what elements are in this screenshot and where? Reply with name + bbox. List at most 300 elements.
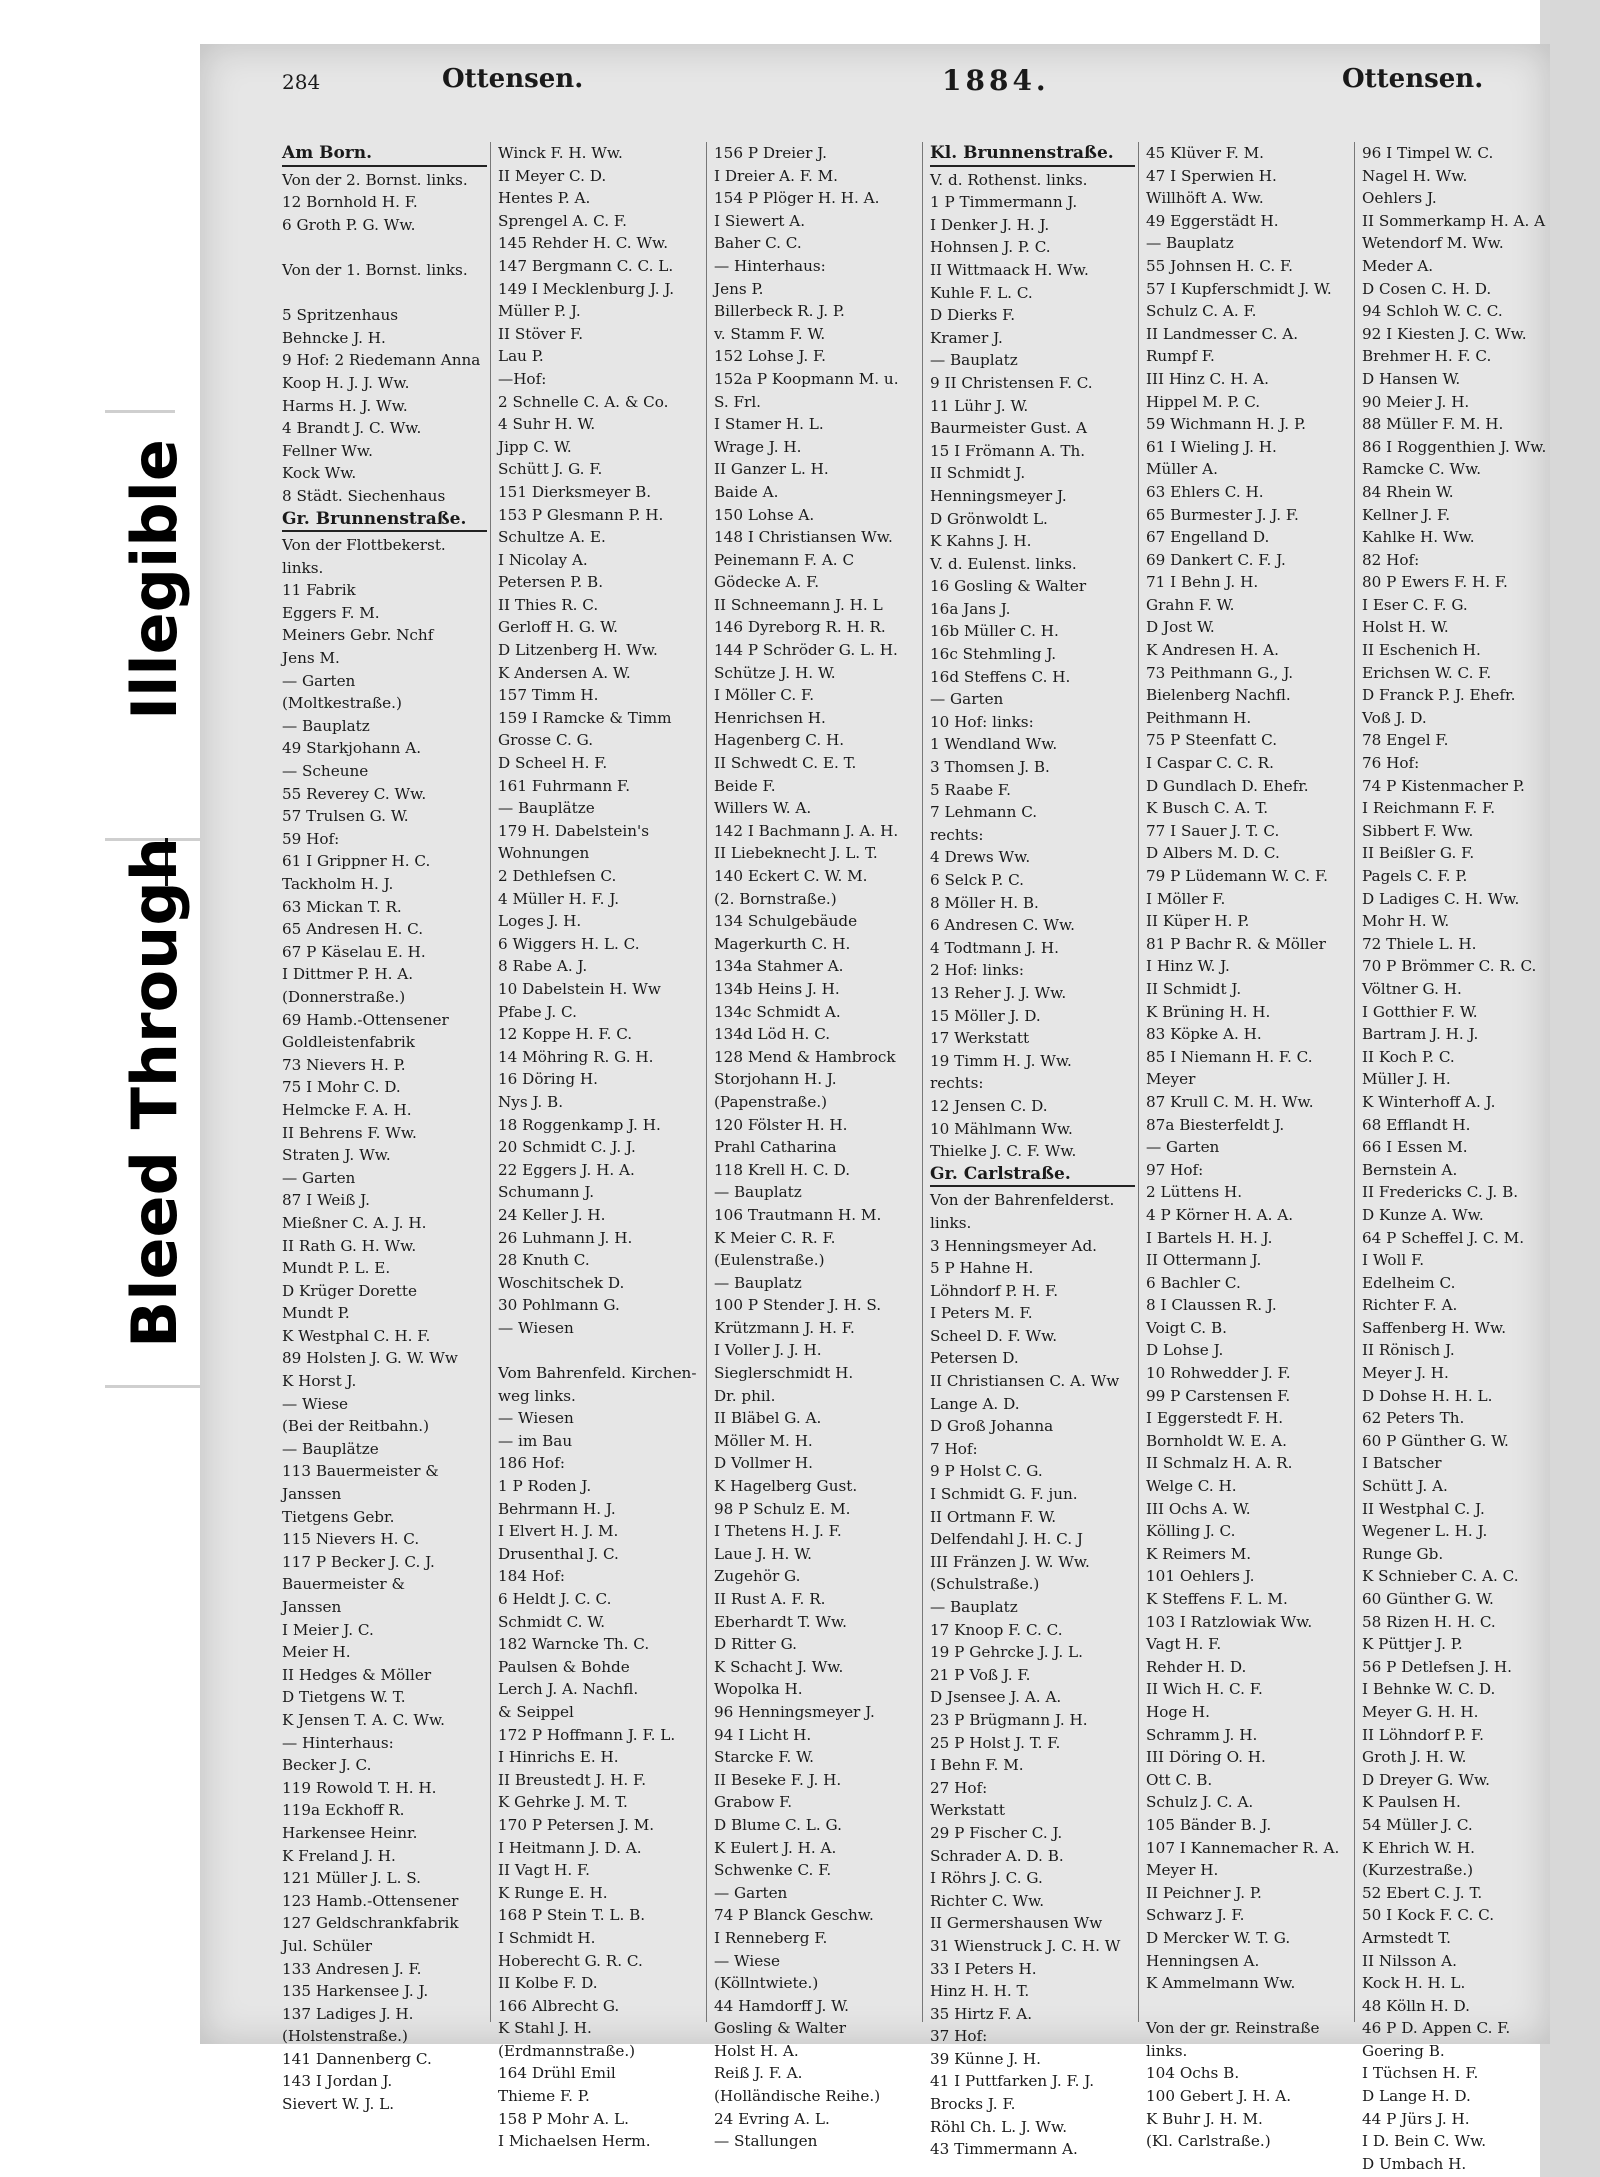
- directory-line: 161 Fuhrmann F.: [498, 776, 631, 795]
- directory-line: 60 P Günther G. W.: [1362, 1431, 1509, 1450]
- directory-line: Schrader A. D. B.: [930, 1846, 1064, 1865]
- directory-line: 20 Schmidt C. J. J.: [498, 1138, 636, 1157]
- directory-line: I Dittmer P. H. A.: [282, 965, 414, 984]
- directory-line: 5 Spritzenhaus: [282, 306, 399, 325]
- label-illegible: Illegible: [118, 439, 191, 720]
- column-6: [1362, 142, 1547, 2173]
- directory-line: 5 Raabe F.: [930, 780, 1011, 799]
- directory-line: II Behrens F. Ww.: [282, 1123, 417, 1142]
- directory-line: — Wiesen: [498, 1409, 574, 1428]
- directory-line: — Hinterhaus:: [714, 256, 826, 275]
- directory-line: Henningsmeyer J.: [930, 486, 1067, 505]
- directory-line: 90 Meier J. H.: [1362, 392, 1470, 411]
- directory-line: Schulz C. A. F.: [1146, 302, 1257, 321]
- directory-line: Brehmer H. F. C.: [1362, 347, 1492, 366]
- directory-line: 147 Bergmann C. C. L.: [498, 256, 674, 275]
- directory-line: Peithmann H.: [1146, 708, 1252, 727]
- directory-line: 16c Stehmling J.: [930, 645, 1057, 664]
- directory-line: II Landmesser C. A.: [1146, 324, 1299, 343]
- directory-line: II Westphal C. J.: [1362, 1499, 1485, 1518]
- directory-line: K Andresen H. A.: [1146, 641, 1279, 660]
- directory-line: Peinemann F. A. C: [714, 550, 855, 569]
- directory-line: Goldleistenfabrik: [282, 1033, 415, 1052]
- directory-line: II Schmidt J.: [1146, 979, 1242, 998]
- directory-line: 168 P Stein T. L. B.: [498, 1906, 646, 1925]
- directory-line: I Möller F.: [1146, 889, 1226, 908]
- directory-line: Gosling & Walter: [714, 2019, 847, 2038]
- directory-line: 78 Engel F.: [1362, 731, 1449, 750]
- divider: [105, 410, 175, 413]
- directory-line: III Döring O. H.: [1146, 1748, 1266, 1767]
- directory-line: 4 Todtmann J. H.: [930, 938, 1059, 957]
- directory-line: (Holstenstraße.): [282, 2027, 408, 2046]
- directory-line: Armstedt T.: [1362, 1928, 1451, 1947]
- directory-line: Gödecke A. F.: [714, 573, 820, 592]
- directory-line: 133 Andresen J. F.: [282, 1959, 422, 1978]
- directory-line: 172 P Hoffmann J. F. L.: [498, 1725, 676, 1744]
- directory-line: Helmcke F. A. H.: [282, 1100, 412, 1119]
- directory-line: Müller A.: [1146, 460, 1218, 479]
- directory-line: 87 Krull C. M. H. Ww.: [1146, 1092, 1314, 1111]
- directory-line: Goering B.: [1362, 2041, 1445, 2060]
- directory-line: 148 I Christiansen Ww.: [714, 528, 893, 547]
- directory-line: II Liebeknecht J. L. T.: [714, 844, 878, 863]
- directory-line: 3 Thomsen J. B.: [930, 758, 1050, 777]
- directory-line: II Christiansen C. A. Ww: [930, 1372, 1120, 1391]
- directory-line: 27 Hof:: [930, 1778, 988, 1797]
- directory-line: Wrage J. H.: [714, 437, 802, 456]
- directory-line: III Fränzen J. W. Ww.: [930, 1552, 1090, 1571]
- directory-line: Löhndorf P. H. F.: [930, 1281, 1059, 1300]
- directory-line: D Dreyer G. Ww.: [1362, 1770, 1490, 1789]
- directory-line: D Ladiges C. H. Ww.: [1362, 889, 1520, 908]
- directory-line: 16 Gosling & Walter: [930, 577, 1087, 596]
- directory-line: Grosse C. G.: [498, 731, 594, 750]
- directory-line: — Bauplatz: [714, 1273, 802, 1292]
- directory-line: II Löhndorf P. F.: [1362, 1725, 1484, 1744]
- directory-line: 94 I Licht H.: [714, 1725, 812, 1744]
- directory-line: II Breustedt J. H. F.: [498, 1770, 647, 1789]
- directory-line: Saffenberg H. Ww.: [1362, 1318, 1507, 1337]
- directory-line: 25 P Holst J. T. F.: [930, 1733, 1061, 1752]
- directory-line: D Mercker W. T. G.: [1146, 1928, 1291, 1947]
- directory-line: Starcke F. W.: [714, 1748, 814, 1767]
- directory-line: Lerch J. A. Nachfl.: [498, 1680, 639, 1699]
- column-rule: [706, 142, 707, 2022]
- directory-line: (Donnerstraße.): [282, 987, 406, 1006]
- directory-line: 17 Knoop F. C. C.: [930, 1620, 1063, 1639]
- directory-line: Wetendorf M. Ww.: [1362, 234, 1504, 253]
- directory-line: Von der Bahrenfelderst.: [930, 1191, 1115, 1210]
- directory-line: 19 P Gehrcke J. J. L.: [930, 1643, 1083, 1662]
- directory-line: Pfabe J. C.: [498, 1002, 577, 1021]
- directory-line: Von der gr. Reinstraße: [1146, 2019, 1320, 2038]
- directory-line: II Ortmann F. W.: [930, 1507, 1057, 1526]
- directory-line: 103 I Ratzlowiak Ww.: [1146, 1612, 1313, 1631]
- directory-line: Petersen D.: [930, 1349, 1019, 1368]
- directory-line: Eberhardt T. Ww.: [714, 1612, 847, 1631]
- directory-line: 7 Hof:: [930, 1439, 978, 1458]
- directory-line: D Vollmer H.: [714, 1454, 813, 1473]
- directory-line: 135 Harkensee J. J.: [282, 1982, 429, 2001]
- directory-line: 164 Drühl Emil: [498, 2064, 616, 2083]
- directory-line: Petersen P. B.: [498, 573, 604, 592]
- directory-line: 8 Rabe A. J.: [498, 957, 588, 976]
- directory-line: 106 Trautmann H. M.: [714, 1205, 882, 1224]
- directory-line: II Fredericks C. J. B.: [1362, 1183, 1519, 1202]
- directory-line: K Jensen T. A. C. Ww.: [282, 1710, 445, 1729]
- directory-line: 120 Fölster H. H.: [714, 1115, 848, 1134]
- directory-line: 92 I Kiesten J. C. Ww.: [1362, 324, 1527, 343]
- directory-line: 72 Thiele L. H.: [1362, 934, 1477, 953]
- directory-line: 117 P Becker J. C. J.: [282, 1552, 435, 1571]
- directory-line: 15 Möller J. D.: [930, 1006, 1041, 1025]
- directory-line: (Moltkestraße.): [282, 694, 402, 713]
- directory-line: Schramm J. H.: [1146, 1725, 1258, 1744]
- directory-line: Erichsen W. C. F.: [1362, 663, 1492, 682]
- directory-line: Thieme F. P.: [498, 2087, 590, 2106]
- directory-line: I Thetens H. J. F.: [714, 1522, 842, 1541]
- column-3: [714, 142, 919, 2151]
- directory-line: 67 P Käselau E. H.: [282, 942, 426, 961]
- directory-line: II Nilsson A.: [1362, 1951, 1457, 1970]
- directory-line: D Grönwoldt L.: [930, 509, 1048, 528]
- directory-line: II Wittmaack H. Ww.: [930, 260, 1089, 279]
- directory-line: Woschitschek D.: [498, 1273, 625, 1292]
- directory-line: V. d. Rothenst. links.: [930, 170, 1088, 189]
- directory-line: 80 P Ewers F. H. F.: [1362, 573, 1508, 592]
- directory-line: I Meier J. C.: [282, 1620, 374, 1639]
- directory-line: Nys J. B.: [498, 1092, 564, 1111]
- directory-line: 28 Knuth C.: [498, 1251, 590, 1270]
- directory-line: Meyer H.: [1146, 1861, 1219, 1880]
- directory-line: Edelheim C.: [1362, 1273, 1456, 1292]
- directory-line: — Hinterhaus:: [282, 1733, 394, 1752]
- directory-line: Werkstatt: [930, 1801, 1005, 1820]
- directory-line: 156 P Dreier J.: [714, 144, 827, 162]
- directory-line: Hippel M. P. C.: [1146, 392, 1261, 411]
- directory-line: 166 Albrecht G.: [498, 1996, 620, 2015]
- directory-line: 69 Hamb.-Ottensener: [282, 1010, 449, 1029]
- directory-line: 12 Jensen C. D.: [930, 1096, 1048, 1115]
- directory-line: 104 Ochs B.: [1146, 2064, 1240, 2083]
- directory-line: — Bauplätze: [498, 799, 595, 818]
- directory-line: K Brüning H. H.: [1146, 1002, 1271, 1021]
- directory-line: 2 Schnelle C. A. & Co.: [498, 392, 669, 411]
- directory-line: Wegener L. H. J.: [1362, 1522, 1488, 1541]
- directory-line: K Runge E. H.: [498, 1883, 608, 1902]
- directory-line: 57 I Kupferschmidt J. W.: [1146, 279, 1332, 298]
- directory-line: Jipp C. W.: [498, 437, 572, 456]
- directory-line: Vom Bahrenfeld. Kirchen-: [498, 1364, 697, 1383]
- page-header: [282, 64, 1552, 104]
- directory-line: Gr. Carlstraße.: [930, 1163, 1135, 1188]
- directory-line: 9 II Christensen F. C.: [930, 373, 1093, 392]
- directory-line: — Stallungen: [714, 2132, 818, 2151]
- directory-line: 105 Bänder B. J.: [1146, 1815, 1272, 1834]
- directory-line: D Lohse J.: [1146, 1341, 1224, 1360]
- directory-line: Baurmeister Gust. A: [930, 419, 1087, 438]
- directory-line: Lange A. D.: [930, 1394, 1020, 1413]
- directory-line: — Wiese: [282, 1394, 348, 1413]
- directory-line: III Hinz C. H. A.: [1146, 369, 1269, 388]
- directory-line: & Seippel: [498, 1702, 574, 1721]
- directory-line: [282, 236, 487, 259]
- directory-line: Becker J. C.: [282, 1756, 372, 1775]
- directory-line: K Winterhoff A. J.: [1362, 1092, 1496, 1111]
- directory-line: Brocks J. F.: [930, 2095, 1016, 2114]
- directory-line: Kl. Brunnenstraße.: [930, 142, 1135, 167]
- directory-line: 115 Nievers H. C.: [282, 1530, 420, 1549]
- directory-line: 88 Müller F. M. H.: [1362, 415, 1504, 434]
- directory-line: Scheel D. F. Ww.: [930, 1326, 1058, 1345]
- directory-line: Behrmann H. J.: [498, 1499, 616, 1518]
- directory-line: II Ganzer L. H.: [714, 460, 829, 479]
- directory-line: II Wich H. C. F.: [1146, 1680, 1263, 1699]
- directory-line: 121 Müller J. L. S.: [282, 1869, 421, 1888]
- directory-line: Kock H. H. L.: [1362, 1974, 1466, 1993]
- directory-line: S. Frl.: [714, 392, 762, 411]
- directory-line: I Behn F. M.: [930, 1756, 1024, 1775]
- directory-line: 1 Wendland Ww.: [930, 735, 1058, 754]
- directory-line: I Caspar C. C. R.: [1146, 754, 1274, 773]
- directory-line: — Garten: [714, 1883, 788, 1902]
- directory-line: 4 Suhr H. W.: [498, 415, 596, 434]
- column-rule: [490, 142, 491, 2022]
- directory-line: V. d. Eulenst. links.: [930, 554, 1077, 573]
- directory-line: 31 Wienstruck J. C. H. W: [930, 1936, 1121, 1955]
- directory-line: Kramer J.: [930, 328, 1003, 347]
- directory-line: K Gehrke J. M. T.: [498, 1793, 628, 1812]
- directory-line: 123 Hamb.-Ottensener: [282, 1891, 459, 1910]
- directory-line: Kahlke H. Ww.: [1362, 528, 1475, 547]
- directory-line: I Hinrichs E. H.: [498, 1748, 619, 1767]
- directory-line: D Krüger Dorette: [282, 1281, 417, 1300]
- directory-line: 6 Heldt J. C. C.: [498, 1590, 612, 1608]
- directory-line: I Siewert A.: [714, 211, 806, 230]
- directory-line: Grabow F.: [714, 1793, 793, 1812]
- directory-line: Eggers F. M.: [282, 603, 380, 622]
- directory-line: 152 Lohse J. F.: [714, 347, 826, 366]
- column-rule: [1138, 142, 1139, 2022]
- directory-line: 35 Hirtz F. A.: [930, 2004, 1033, 2023]
- directory-line: Von der 2. Bornst. links.: [282, 170, 468, 189]
- directory-line: K Westphal C. H. F.: [282, 1326, 431, 1345]
- directory-line: Willhöft A. Ww.: [1146, 189, 1264, 208]
- directory-line: 2 Hof: links:: [930, 961, 1025, 980]
- directory-line: D Albers M. D. C.: [1146, 844, 1280, 863]
- header-place-right: Ottensen.: [1342, 64, 1484, 94]
- directory-line: 23 P Brügmann J. H.: [930, 1710, 1088, 1729]
- directory-line: (Holländische Reihe.): [714, 2087, 881, 2106]
- directory-line: Harms H. J. Ww.: [282, 396, 408, 415]
- directory-line: rechts:: [930, 1074, 984, 1093]
- directory-line: 59 Wichmann H. J. P.: [1146, 415, 1306, 434]
- directory-line: Baher C. C.: [714, 234, 802, 253]
- directory-line: Von der 1. Bornst. links.: [282, 260, 468, 279]
- directory-line: 8 I Claussen R. J.: [1146, 1296, 1277, 1315]
- directory-line: Voigt C. B.: [1146, 1318, 1227, 1337]
- directory-line: 149 I Mecklenburg J. J.: [498, 279, 675, 298]
- directory-line: II Schwedt C. E. T.: [714, 754, 857, 773]
- directory-line: 144 P Schröder G. L. H.: [714, 641, 898, 660]
- directory-line: Mundt P.: [282, 1304, 350, 1323]
- directory-line: K Paulsen H.: [1362, 1793, 1461, 1812]
- directory-line: 17 Werkstatt: [930, 1029, 1030, 1048]
- directory-line: K Schnieber C. A. C.: [1362, 1567, 1519, 1586]
- directory-line: 6 Selck P. C.: [930, 871, 1024, 889]
- directory-line: Schultze A. E.: [498, 528, 606, 547]
- directory-line: 66 I Essen M.: [1362, 1138, 1468, 1157]
- directory-line: 61 I Wieling J. H.: [1146, 437, 1277, 456]
- directory-line: Magerkurth C. H.: [714, 934, 851, 953]
- directory-line: Schütt J. A.: [1362, 1477, 1448, 1496]
- directory-line: 84 Rhein W.: [1362, 482, 1454, 501]
- directory-line: K Reimers M.: [1146, 1544, 1252, 1563]
- directory-line: Holst H. A.: [714, 2041, 799, 2060]
- directory-line: II Beißler G. F.: [1362, 844, 1475, 863]
- directory-line: 75 I Mohr C. D.: [282, 1078, 401, 1097]
- directory-line: II Koch P. C.: [1362, 1047, 1455, 1066]
- directory-line: II Küper H. P.: [1146, 912, 1250, 931]
- directory-line: 63 Mickan T. R.: [282, 897, 402, 916]
- directory-line: links.: [282, 558, 324, 577]
- directory-line: 151 Dierksmeyer B.: [498, 482, 652, 501]
- directory-line: Kuhle F. L. C.: [930, 283, 1033, 302]
- directory-line: links.: [1146, 2041, 1188, 2060]
- directory-line: 134c Schmidt A.: [714, 1002, 841, 1021]
- directory-line: 55 Reverey C. Ww.: [282, 784, 427, 803]
- directory-line: Hagenberg C. H.: [714, 731, 845, 750]
- directory-line: D Cosen C. H. D.: [1362, 279, 1492, 298]
- directory-line: 10 Dabelstein H. Ww: [498, 979, 661, 998]
- directory-line: 87a Biesterfeldt J.: [1146, 1115, 1285, 1134]
- directory-line: — Bauplatz: [930, 351, 1018, 370]
- directory-line: Winck F. H. Ww.: [498, 144, 623, 162]
- directory-line: Gr. Brunnenstraße.: [282, 508, 487, 533]
- directory-line: Lau P.: [498, 347, 544, 366]
- directory-line: Völtner G. H.: [1362, 979, 1462, 998]
- directory-line: K Horst J.: [282, 1372, 357, 1391]
- directory-line: Nagel H. Ww.: [1362, 166, 1468, 185]
- directory-line: Mohr H. W.: [1362, 912, 1450, 931]
- directory-line: II Meyer C. D.: [498, 166, 607, 185]
- directory-line: II Beseke F. J. H.: [714, 1770, 842, 1789]
- directory-line: 158 P Mohr A. L.: [498, 2109, 629, 2128]
- directory-line: 77 I Sauer J. T. C.: [1146, 821, 1280, 840]
- directory-line: — Scheune: [282, 762, 369, 781]
- directory-line: Paulsen & Bohde: [498, 1657, 630, 1676]
- directory-line: Am Born.: [282, 142, 487, 167]
- directory-line: 11 Lühr J. W.: [930, 396, 1029, 415]
- directory-line: Müller J. H.: [1362, 1070, 1451, 1089]
- directory-line: 56 P Detlefsen J. H.: [1362, 1657, 1512, 1676]
- directory-line: Mundt P. L. E.: [282, 1259, 391, 1278]
- directory-line: 33 I Peters H.: [930, 1959, 1037, 1978]
- directory-line: K Stahl J. H.: [498, 2019, 592, 2038]
- directory-line: 94 Schloh W. C. C.: [1362, 302, 1503, 321]
- directory-line: I Dreier A. F. M.: [714, 166, 839, 185]
- directory-line: Welge C. H.: [1146, 1477, 1237, 1496]
- directory-line: 170 P Petersen J. M.: [498, 1815, 655, 1834]
- directory-line: 184 Hof:: [498, 1567, 565, 1586]
- directory-line: (Köllntwiete.): [714, 1974, 819, 1993]
- directory-line: Schmidt C. W.: [498, 1612, 606, 1631]
- directory-line: — Garten: [282, 671, 356, 690]
- directory-line: Sprengel A. C. F.: [498, 211, 627, 230]
- directory-line: — im Bau: [498, 1431, 573, 1450]
- directory-line: 46 P D. Appen C. F.: [1362, 2019, 1511, 2038]
- directory-line: 50 I Kock F. C. C.: [1362, 1906, 1495, 1925]
- directory-line: Meyer G. H. H.: [1362, 1702, 1479, 1721]
- directory-line: 128 Mend & Hambrock: [714, 1047, 896, 1066]
- directory-line: Tietgens Gebr.: [282, 1507, 395, 1526]
- directory-line: D Scheel H. F.: [498, 754, 608, 773]
- directory-line: 157 Timm H.: [498, 686, 599, 705]
- directory-line: II Thies R. C.: [498, 595, 599, 614]
- directory-line: K Schacht J. Ww.: [714, 1657, 844, 1676]
- directory-line: I Schmidt H.: [498, 1928, 596, 1947]
- directory-line: I Heitmann J. D. A.: [498, 1838, 642, 1857]
- directory-line: Müller P. J.: [498, 302, 581, 321]
- directory-line: Holst H. W.: [1362, 618, 1449, 637]
- directory-line: (Kl. Carlstraße.): [1146, 2132, 1271, 2151]
- directory-line: Bartram J. H. J.: [1362, 1025, 1479, 1044]
- directory-line: 87 I Weiß J.: [282, 1191, 370, 1210]
- directory-line: Schumann J.: [498, 1183, 595, 1202]
- directory-line: 6 Bachler C.: [1146, 1273, 1241, 1292]
- directory-line: 127 Geldschrankfabrik: [282, 1914, 459, 1933]
- directory-line: I Voller J. J. H.: [714, 1341, 822, 1360]
- directory-line: 140 Eckert C. W. M.: [714, 867, 868, 885]
- directory-line: I Batscher: [1362, 1454, 1442, 1473]
- directory-line: 75 P Steenfatt C.: [1146, 731, 1278, 750]
- directory-line: I Schmidt G. F. jun.: [930, 1485, 1078, 1504]
- directory-line: Sievert W. J. L.: [282, 2095, 395, 2114]
- directory-line: Jul. Schüler: [282, 1936, 372, 1955]
- directory-line: v. Stamm F. W.: [714, 324, 826, 343]
- directory-line: K Busch C. A. T.: [1146, 799, 1269, 818]
- directory-line: 10 Rohwedder J. F.: [1146, 1364, 1291, 1383]
- directory-line: 57 Trulsen G. W.: [282, 807, 409, 826]
- directory-line: 22 Eggers J. H. A.: [498, 1160, 635, 1179]
- directory-line: 134a Stahmer A.: [714, 957, 844, 976]
- directory-line: Loges J. H.: [498, 912, 582, 931]
- directory-line: Meyer: [1146, 1070, 1196, 1089]
- directory-line: 101 Oehlers J.: [1146, 1567, 1255, 1586]
- directory-line: 58 Rizen H. H. C.: [1362, 1612, 1496, 1631]
- directory-line: D Tietgens W. T.: [282, 1688, 406, 1707]
- directory-line: I Stamer H. L.: [714, 415, 824, 434]
- directory-line: 8 Städt. Siechenhaus: [282, 486, 446, 505]
- directory-line: 143 I Jordan J.: [282, 2072, 393, 2091]
- directory-line: III Ochs A. W.: [1146, 1499, 1251, 1518]
- directory-line: 6 Wiggers H. L. C.: [498, 934, 640, 953]
- directory-line: Hinz H. H. T.: [930, 1982, 1030, 2001]
- directory-line: 83 Köpke A. H.: [1146, 1025, 1262, 1044]
- directory-line: 62 Peters Th.: [1362, 1409, 1465, 1428]
- directory-line: 81 P Bachr R. & Möller: [1146, 934, 1326, 953]
- directory-line: 79 P Lüdemann W. C. F.: [1146, 867, 1328, 885]
- directory-line: 96 I Timpel W. C.: [1362, 144, 1494, 162]
- directory-line: II Hedges & Möller: [282, 1665, 432, 1684]
- directory-line: K Püttjer J. P.: [1362, 1635, 1463, 1654]
- directory-line: Grahn F. W.: [1146, 595, 1235, 614]
- directory-line: —Hof:: [498, 369, 547, 388]
- directory-line: Janssen: [282, 1485, 342, 1504]
- directory-line: 16b Müller C. H.: [930, 622, 1059, 641]
- directory-line: Dr. phil.: [714, 1386, 776, 1405]
